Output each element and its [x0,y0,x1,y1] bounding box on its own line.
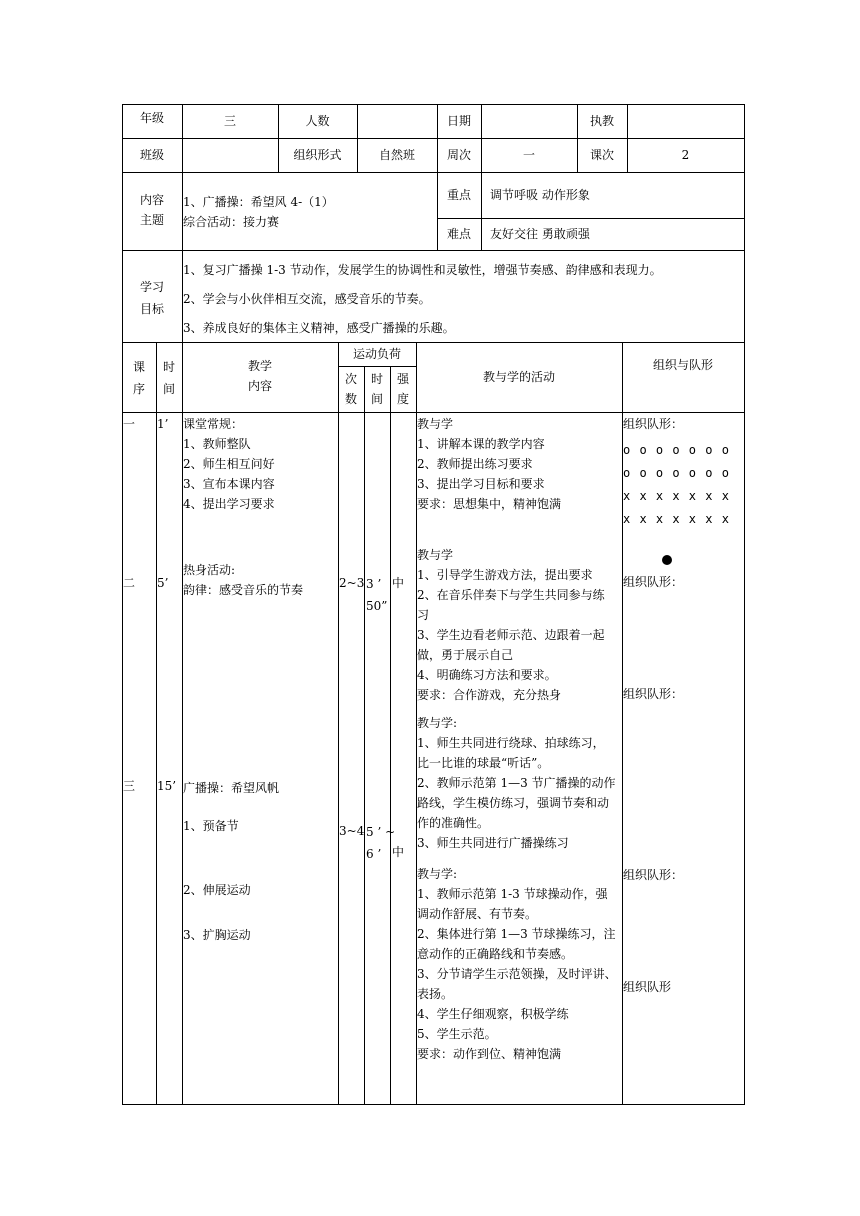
section-3-formation-label: 组织队形： [623,868,684,882]
section-3-content-title: 广播操：希望风帆 [183,781,280,795]
grid-line [122,172,745,173]
col-load-header: 运动负荷 [352,347,401,361]
activity-line: 3、提出学习目标和要求 [417,477,545,491]
col-intensity-header [390,369,416,409]
activity-line: 作的准确性。 [417,816,490,830]
grid-line [122,104,123,1105]
grid-line [744,104,745,1105]
section-3-content-item: 1、预备节 [183,819,239,833]
grid-line [122,104,745,105]
activity-line: 2、教师示范第 1—3 节广播操的动作 [417,776,616,790]
activity-line: 4、学生仔细观察，积极学练 [417,1007,569,1021]
label-line: 学习 [139,280,164,294]
activity-line: 要求：合作游戏，充分热身 [417,688,562,702]
grid-line [122,250,745,251]
activity-line: 3、分节请学生示范领操，及时评讲、 [417,967,617,981]
section-1-formation-label: 组织队形： [623,417,684,431]
grid-line [122,138,745,139]
key-point-label: 重点 [446,188,471,202]
activity-line: 4、明确练习方法和要求。 [417,668,557,682]
grid-line [122,342,745,343]
section-3-activity-b [417,864,617,1064]
section-2-formation-label: 组织队形： [623,575,684,589]
section-1-formation [623,439,730,531]
col-content-header [182,356,338,396]
org-form-value: 自然班 [378,148,415,162]
label-line: 课 [132,360,145,374]
grade-value: 三 [223,114,236,128]
formation-row: o o o o o o o [623,466,730,480]
formation-row: x x x x x x x [623,489,730,503]
formation-row: o o o o o o o [623,443,730,457]
activity-line: 教与学 [417,417,454,431]
section-2-content [183,560,303,600]
section-3-duration [366,821,395,865]
label-line: 序 [132,382,145,396]
label-line: 强 [396,372,409,386]
section-2-duration [366,573,387,617]
section-1-time: 1’ [157,417,169,431]
difficulty-label: 难点 [446,227,471,241]
activity-line: 表扬。 [417,987,454,1001]
section-3-activity-a [417,713,616,853]
grid-line [156,342,157,1104]
grid-line [122,412,745,413]
lesson-no-value: 2 [681,148,690,162]
label-line: 数 [344,392,357,406]
topic-line: 综合活动：接力赛 [183,215,280,229]
section-3-time: 15’ [157,779,177,793]
activity-line: 2、教师提出练习要求 [417,457,533,471]
col-duration-header [364,369,390,409]
duration-line: 50” [366,599,388,613]
label-line: 度 [396,392,409,406]
label-line: 间 [162,382,175,396]
section-2-time: 5’ [157,576,169,590]
activity-line: 要求：动作到位、精神饱满 [417,1047,562,1061]
activity-line: 意动作的正确路线和节奏感。 [417,947,574,961]
col-order-header [122,356,156,400]
section-1-order: 一 [123,417,136,431]
section-1-content [183,414,275,514]
activity-line: 3、师生共同进行广播操练习 [417,836,569,850]
goal-item: 2、学会与小伙伴相互交流，感受音乐的节奏。 [183,292,431,306]
week-value: 一 [522,148,535,162]
duration-line: 5 ’ ~ [366,825,396,839]
section-2-intensity: 中 [392,576,405,590]
activity-line: 1、教师示范第 1-3 节球操动作，强 [417,887,608,901]
difficulty-value: 友好交往 勇敢顽强 [490,227,590,241]
section-2-order: 二 [123,576,136,590]
section-3-content-item: 3、扩胸运动 [183,928,251,942]
activity-line: 做，勇于展示自己 [417,648,514,662]
section-3-reps: 3~4 [339,824,365,838]
activity-line: 2、集体进行第 1—3 节球操练习，注 [417,927,616,941]
activity-line: 1、师生共同进行绕球、拍球练习， [417,736,605,750]
topic-line: 1、广播操：希望风 4-（1） [183,195,334,209]
section-3-order: 三 [123,779,136,793]
formation-row: x x x x x x x [623,512,730,526]
content-topic [183,192,433,232]
duration-line: 3 ’ [366,577,382,591]
teacher-label: 执教 [589,114,614,128]
section-3-content-item: 2、伸展运动 [183,883,251,897]
student-count-label: 人数 [305,114,330,128]
section-3-intensity: 中 [392,845,405,859]
class-label: 班级 [139,148,164,162]
label-line: 次 [344,372,357,386]
content-line: 课堂常规： [183,417,244,431]
section-2-formation-label-b: 组织队形： [623,687,684,701]
activity-line: 习 [417,608,430,622]
grid-line [122,1104,745,1105]
label-line: 目标 [139,302,164,316]
activity-line: 教与学: [417,716,458,730]
grid-line [338,342,339,1104]
label-line: 内容 [247,379,272,393]
activity-line: 教与学 [417,548,454,562]
activity-line: 调动作舒展、有节奏。 [417,907,538,921]
goal-item: 3、养成良好的集体主义精神，感受广播操的乐趣。 [183,321,455,335]
org-form-label: 组织形式 [293,148,342,162]
activity-line: 1、引导学生游戏方法，提出要求 [417,568,593,582]
week-label: 周次 [446,148,471,162]
section-1-activity [417,414,561,514]
activity-line: 要求：思想集中，精神饱满 [417,497,562,511]
duration-line: 6 ’ [366,847,382,861]
content-topic-label [122,190,182,230]
key-point-value: 调节呼吸 动作形象 [490,188,590,202]
activity-line: 3、学生边看老师示范、边跟着一起 [417,628,605,642]
content-line: 1、教师整队 [183,437,251,451]
activity-line: 2、在音乐伴奏下与学生共同参与练 [417,588,605,602]
learning-goals-label [122,276,182,320]
goal-item: 1、复习广播操 1-3 节动作，发展学生的协调性和灵敏性，增强节奏感、韵律感和表现力。 [183,263,662,277]
label-line: 间 [370,392,383,406]
activity-line: 比一比谁的球最“听话”。 [417,756,550,770]
content-line: 2、师生相互问好 [183,457,275,471]
col-formation-header: 组织与队形 [652,358,713,372]
content-line: 韵律：感受音乐的节奏 [183,583,304,597]
content-line: 3、宣布本课内容 [183,477,275,491]
col-activity-header: 教与学的活动 [482,370,555,384]
grid-line [338,366,417,367]
section-3-formation-label-b: 组织队形 [623,980,672,994]
activity-line: 5、学生示范。 [417,1027,497,1041]
grid-line [364,366,365,1104]
section-2-reps: 2~3 [339,576,365,590]
grid-line [481,104,482,250]
section-2-activity [417,545,605,705]
activity-line: 1、讲解本课的教学内容 [417,437,545,451]
label-line: 时 [162,360,175,374]
grid-line [390,366,391,1104]
label-line: 内容 [139,193,164,207]
label-line: 时 [370,372,383,386]
lesson-no-label: 课次 [589,148,614,162]
col-reps-header [338,369,364,409]
label-line: 主题 [139,213,164,227]
activity-line: 路线，学生模仿练习，强调节奏和动 [417,796,610,810]
teacher-position-dot [662,555,672,565]
col-time-header [156,356,182,400]
grid-line [437,218,745,219]
content-line: 热身活动: [183,563,236,577]
label-line: 教学 [247,359,272,373]
grade-label: 年级 [139,111,164,125]
activity-line: 教与学: [417,867,458,881]
date-label: 日期 [446,114,471,128]
content-line: 4、提出学习要求 [183,497,275,511]
